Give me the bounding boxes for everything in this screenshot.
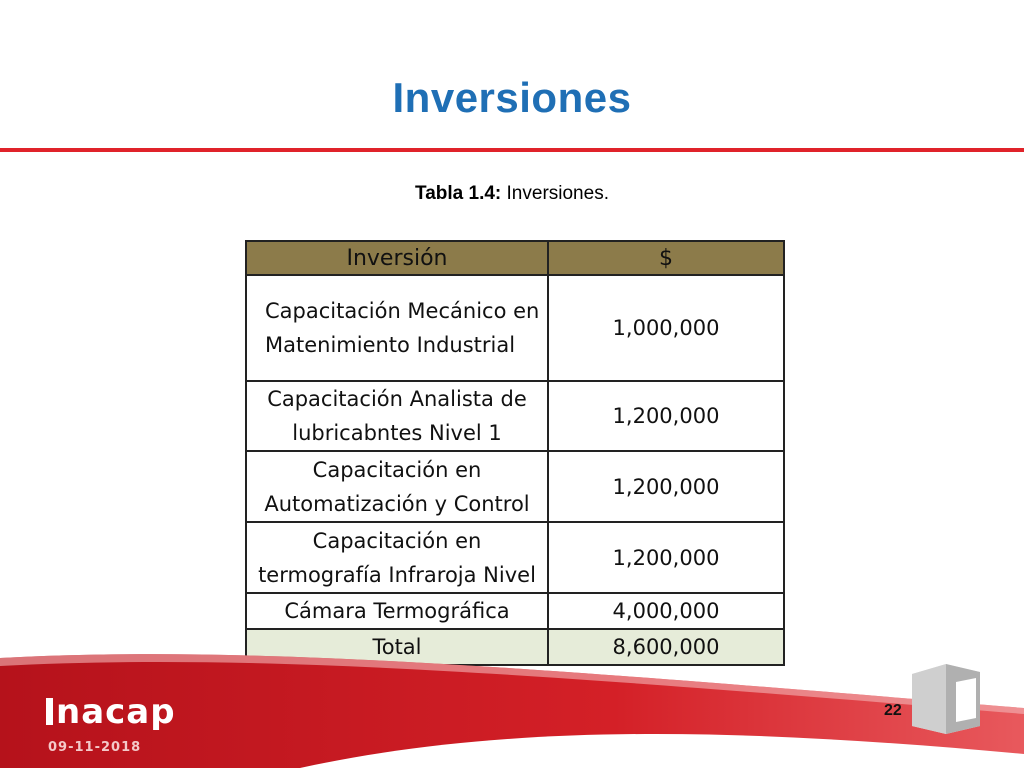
table-row [246, 522, 784, 593]
row-amount: 1,000,000 [548, 275, 784, 381]
row-amount: 1,200,000 [548, 522, 784, 593]
inacap-logo [46, 692, 176, 732]
total-amount: 8,600,000 [548, 629, 784, 665]
slide-title: Inversiones [392, 74, 632, 121]
row-name: Capacitación Mecánico en Matenimiento Industrial [246, 275, 548, 381]
cube-icon [906, 656, 986, 736]
slide-date: 09-11-2018 [48, 740, 142, 755]
table-row [246, 593, 784, 629]
investment-table [245, 240, 785, 666]
table-caption [0, 183, 1024, 205]
row-name: Capacitación en termografía Infraroja Nivel [246, 522, 548, 593]
header-amount: $ [548, 241, 784, 275]
caption-text: Inversiones. [501, 183, 609, 204]
page-number: 22 [884, 702, 902, 719]
table-header-row [246, 241, 784, 275]
total-label: Total [246, 629, 548, 665]
table-row [246, 451, 784, 522]
caption-label: Tabla 1.4: [415, 183, 502, 204]
row-name: Capacitación en Automatización y Control [246, 451, 548, 522]
row-amount: 1,200,000 [548, 451, 784, 522]
header-investment: Inversión [246, 241, 548, 275]
title-divider [0, 148, 1024, 152]
table-row [246, 381, 784, 451]
row-name: Cámara Termográfica [246, 593, 548, 629]
row-name: Capacitación Analista de lubricabntes Nivel 1 [246, 381, 548, 451]
logo-bar-icon [46, 698, 53, 725]
row-amount: 1,200,000 [548, 381, 784, 451]
row-amount: 4,000,000 [548, 593, 784, 629]
table-row [246, 275, 784, 381]
logo-text: nacap [56, 692, 176, 732]
